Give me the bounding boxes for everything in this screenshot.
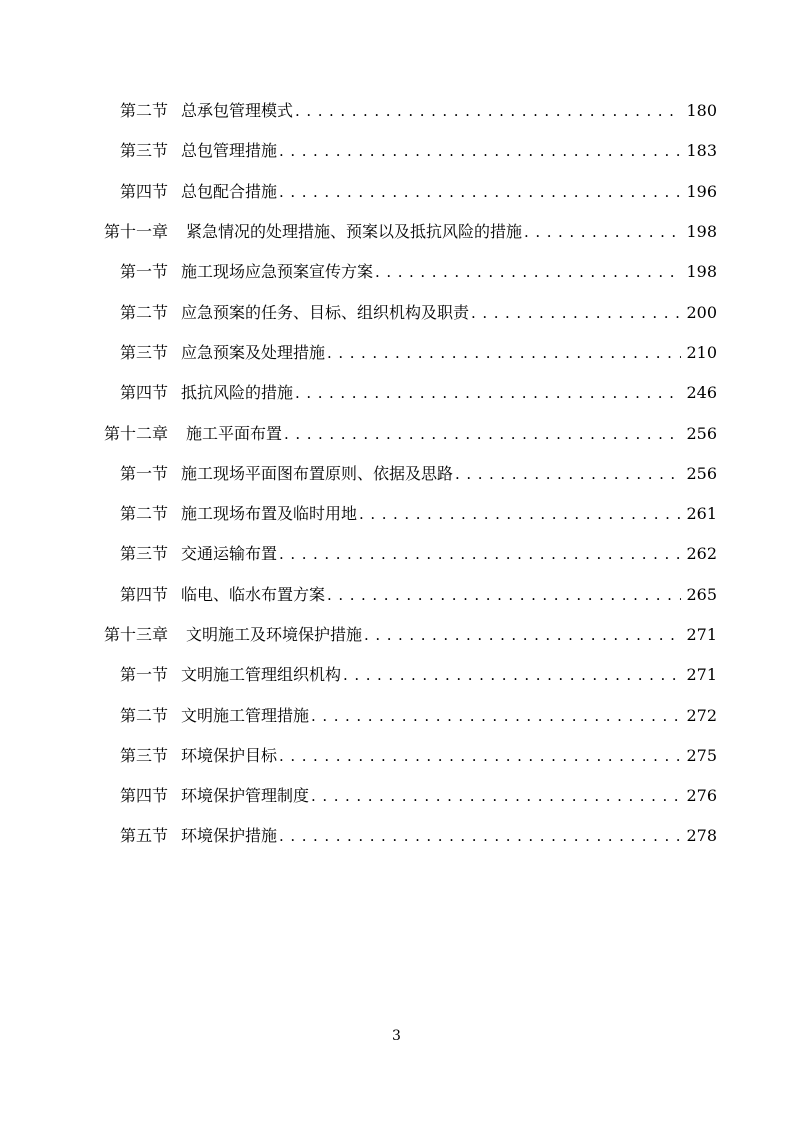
toc-entry-page: 276 [686,786,717,806]
toc-section-entry[interactable] [0,91,793,131]
toc-entry-page: 271 [686,625,717,644]
toc-entry-page: 271 [686,665,717,685]
toc-entry-page: 256 [686,423,717,443]
toc-dot-leader [524,222,681,242]
toc-entry-page: 180 [686,101,717,121]
toc-entry-page: 210 [686,342,717,362]
toc-dot-leader [364,625,681,645]
toc-section-entry[interactable] [0,373,793,413]
toc-dot-leader [359,504,681,524]
page-number: 3 [392,1028,401,1044]
toc-dot-leader [279,544,681,564]
toc-entry-number: 第一节 [120,463,169,483]
toc-entry-title: 总包管理措施 [181,141,278,161]
toc-chapter-entry[interactable] [0,413,793,453]
toc-entry-number: 第二节 [120,101,169,121]
toc-entry-title: 应急预案及处理措施 [181,342,326,362]
toc-entry-title: 文明施工及环境保护措施 [186,625,363,644]
toc-dot-leader [327,585,681,605]
toc-dot-leader [311,786,681,806]
toc-dot-leader [471,303,681,323]
toc-dot-leader [279,141,681,161]
toc-entry-number: 第四节 [120,584,169,604]
toc-chapter-entry[interactable] [0,615,793,655]
toc-entry-number: 第三节 [120,141,169,161]
table-of-contents [0,91,793,857]
toc-entry-number: 第一节 [120,665,169,685]
toc-section-entry[interactable] [0,252,793,292]
toc-entry-page: 272 [686,705,717,725]
toc-entry-title: 施工现场应急预案宣传方案 [181,262,374,282]
toc-section-entry[interactable] [0,534,793,574]
toc-entry-page: 265 [686,584,717,604]
toc-section-entry[interactable] [0,292,793,332]
toc-entry-title: 文明施工管理组织机构 [181,665,342,685]
toc-entry-number: 第一节 [120,262,169,282]
toc-section-entry[interactable] [0,575,793,615]
toc-entry-page: 256 [686,463,717,483]
toc-entry-title: 环境保护管理制度 [181,786,310,806]
toc-entry-number: 第三节 [120,745,169,765]
toc-entry-title: 紧急情况的处理措施、预案以及抵抗风险的措施 [186,222,523,242]
toc-section-entry[interactable] [0,776,793,816]
toc-entry-number: 第二节 [120,705,169,725]
toc-section-entry[interactable] [0,494,793,534]
toc-entry-title: 环境保护目标 [181,745,278,765]
toc-entry-title: 施工平面布置 [186,423,283,443]
toc-dot-leader [455,464,681,484]
toc-entry-title: 施工现场布置及临时用地 [181,504,358,524]
toc-section-entry[interactable] [0,816,793,856]
toc-entry-number: 第十二章 [104,423,169,443]
toc-entry-page: 278 [686,826,717,846]
toc-section-entry[interactable] [0,736,793,776]
toc-entry-title: 交通运输布置 [181,544,278,564]
toc-entry-page: 261 [686,504,717,524]
toc-dot-leader [375,262,681,282]
toc-section-entry[interactable] [0,333,793,373]
toc-entry-title: 应急预案的任务、目标、组织机构及职责 [181,302,470,322]
toc-entry-title: 抵抗风险的措施 [181,383,294,403]
toc-section-entry[interactable] [0,454,793,494]
toc-dot-leader [343,665,681,685]
toc-entry-page: 198 [686,222,717,242]
toc-chapter-entry[interactable] [0,212,793,252]
toc-entry-number: 第四节 [120,786,169,806]
toc-dot-leader [295,383,681,403]
toc-entry-title: 总包配合措施 [181,181,278,201]
toc-entry-number: 第四节 [120,383,169,403]
toc-entry-page: 183 [686,141,717,161]
toc-entry-title: 施工现场平面图布置原则、依据及思路 [181,463,454,483]
toc-dot-leader [279,746,681,766]
toc-entry-page: 275 [686,745,717,765]
toc-dot-leader [279,826,681,846]
toc-entry-title: 临电、临水布置方案 [181,584,326,604]
toc-section-entry[interactable] [0,131,793,171]
toc-section-entry[interactable] [0,172,793,212]
toc-entry-page: 262 [686,544,717,564]
toc-dot-leader [284,424,681,444]
toc-entry-page: 196 [686,181,717,201]
toc-entry-page: 198 [686,262,717,282]
toc-section-entry[interactable] [0,655,793,695]
toc-entry-page: 246 [686,383,717,403]
toc-entry-title: 环境保护措施 [181,826,278,846]
toc-entry-number: 第二节 [120,504,169,524]
toc-dot-leader [311,706,681,726]
toc-entry-number: 第三节 [120,544,169,564]
toc-entry-title: 文明施工管理措施 [181,705,310,725]
toc-entry-number: 第十一章 [104,222,169,242]
toc-section-entry[interactable] [0,695,793,735]
toc-entry-page: 200 [686,302,717,322]
toc-dot-leader [279,182,681,202]
toc-entry-number: 第二节 [120,302,169,322]
toc-entry-number: 第五节 [120,826,169,846]
toc-entry-number: 第四节 [120,181,169,201]
toc-dot-leader [295,101,681,121]
toc-entry-number: 第三节 [120,342,169,362]
toc-dot-leader [327,343,681,363]
toc-entry-title: 总承包管理模式 [181,101,294,121]
toc-entry-number: 第十三章 [104,625,169,644]
